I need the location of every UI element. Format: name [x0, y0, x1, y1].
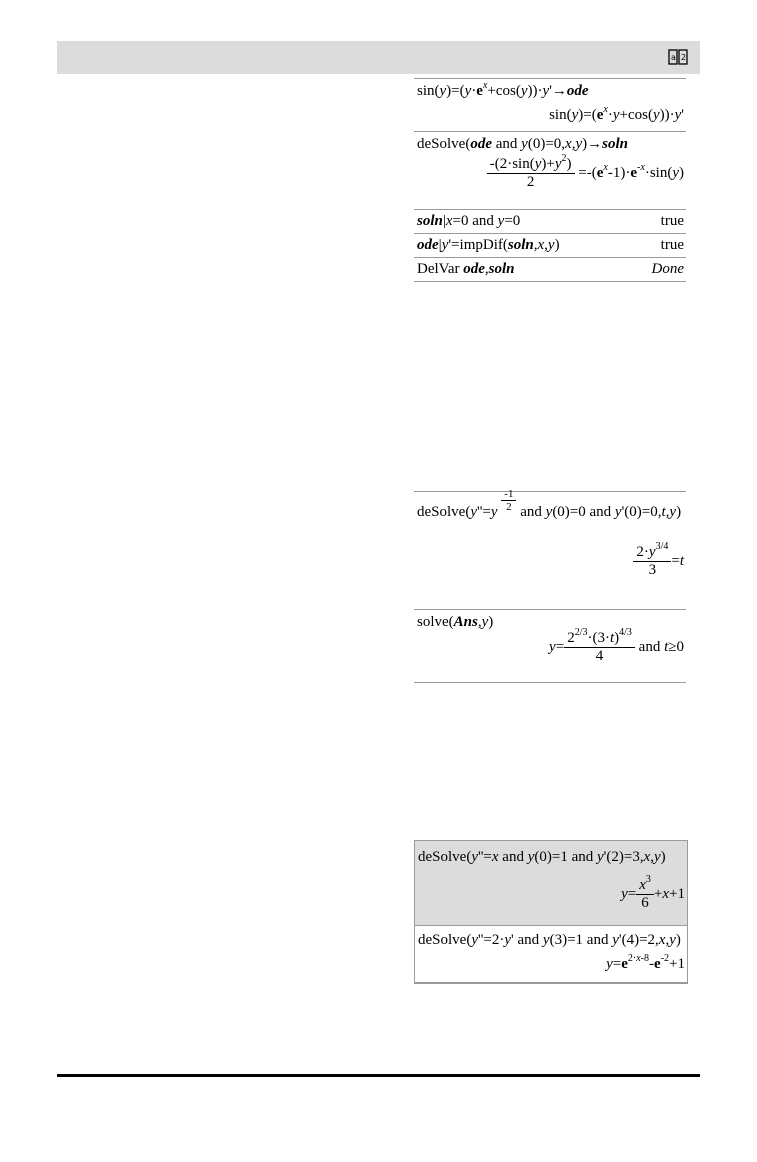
entry-output: y= $\frac{2^{2/3}\cdot(3\cdot t)^{4/3}}{4}$ and t≥0 — [549, 627, 684, 664]
book-icon — [668, 47, 688, 67]
entry-input: deSolve(y''=y $\frac{-1}{2}$ and y(0)=0 and y'(0)=0,t,y) — [417, 488, 682, 520]
svg-text:a: a — [671, 53, 676, 62]
entry-input: deSolve(y''=2·y' and y(3)=1 and y'(4)=2,x,y) — [418, 932, 681, 948]
entry-output: Done — [651, 261, 684, 277]
entry-input: soln|x=0 and y=0 — [417, 213, 521, 229]
entry-output: y= $\frac{x^3}{6}$ +x+1 — [621, 874, 685, 911]
entry-input: deSolve(y''=x and y(0)=1 and y'(2)=3,x,y) — [418, 849, 666, 865]
entry-output: true — [660, 237, 684, 253]
entry-row — [415, 841, 687, 925]
entry-row — [414, 257, 686, 282]
entry-row — [414, 488, 686, 609]
header-bar — [57, 41, 700, 74]
entry-row — [414, 609, 686, 683]
example-panel-3 — [414, 840, 688, 984]
entry-row — [414, 233, 686, 257]
entry-input: ode|y'=impDif(soln,x,y) — [417, 237, 560, 253]
example-panel-1 — [414, 78, 686, 282]
svg-text:2: 2 — [681, 53, 687, 62]
entry-output: $\frac{-(2\cdot\sin(y)+y^2)}{2}$ $=-(e^x-1)\cdot e^{-x}\cdot\sin(y)$ — [487, 156, 684, 191]
entry-input: solve(Ans,y) — [417, 614, 494, 630]
example-panel-2 — [414, 488, 686, 683]
entry-output: true — [660, 213, 684, 229]
entry-output: $y=e^{2\cdot x-8}-e^{-2}+1$ — [606, 953, 685, 972]
entry-input: DelVar ode,soln — [417, 261, 515, 277]
entry-input: deSolve(ode and y(0)=0,x,y)→soln — [417, 136, 628, 152]
entry-output: $\frac{2\cdot y^{3/4}}{3}$ =t — [633, 544, 684, 579]
entry-row — [414, 131, 686, 209]
entry-row — [414, 78, 686, 131]
entry-output: $\sin(y)=(e^x\cdot y+\cos(y))\cdot y'$ — [549, 104, 684, 123]
entry-row — [414, 209, 686, 233]
entry-row — [415, 925, 687, 983]
entry-input: $\sin(y)=(y\cdot e^x+\cos(y))\cdot y'\to ode$ — [417, 80, 589, 99]
footer-rule — [57, 1074, 700, 1077]
